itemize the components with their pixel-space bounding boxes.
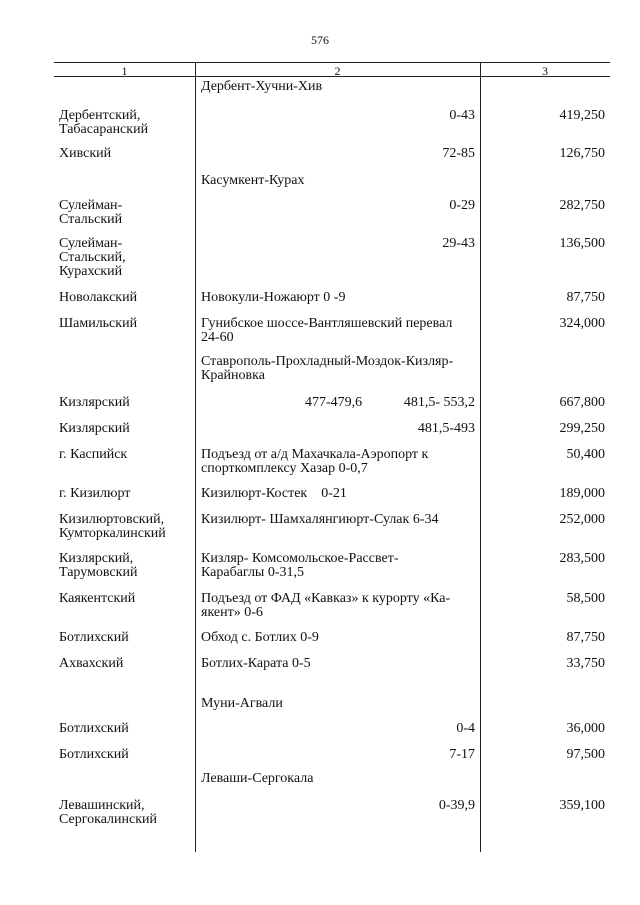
row-value: 50,400 [566,447,605,462]
district-name: Шамильский [59,316,138,331]
row-value: 299,250 [559,421,605,436]
district-name: Сулейман- Стальский, Курахский [59,236,126,279]
district-name: Кизилюртовский, Кумторкалинский [59,512,166,541]
district-name: г. Каспийск [59,447,128,462]
page-number: 576 [311,33,329,47]
row-value: 126,750 [559,146,605,161]
km-range: 29-43 [442,236,475,251]
row-value: 189,000 [559,486,605,501]
km-range: 72-85 [442,146,475,161]
km-range: 0-43 [449,108,475,123]
district-name: Кизлярский [59,421,130,436]
row-value: 359,100 [559,798,605,813]
column-divider-2 [480,62,481,852]
district-name: Ботлихский [59,721,129,736]
row-value: 58,500 [566,591,605,606]
row-value: 324,000 [559,316,605,331]
row-value: 97,500 [566,747,605,762]
road-name: Кизляр- Комсомольское-Рассвет- Карабаглы 0-31,5 [201,551,399,580]
km-range: 7-17 [449,747,475,762]
district-name: Левашинский, Сергокалинский [59,798,158,827]
district-name: Кизлярский, Тарумовский [59,551,138,580]
km-range-second: 481,5- 553,2 [403,395,475,410]
district-name: Ахвахский [59,656,124,671]
column-header-1: 1 [121,64,128,78]
row-value: 36,000 [566,721,605,736]
row-value: 33,750 [566,656,605,671]
row-value: 282,750 [559,198,605,213]
row-value: 87,750 [566,630,605,645]
district-name: г. Кизилюрт [59,486,131,501]
km-range: 0-29 [449,198,475,213]
row-value: 667,800 [559,395,605,410]
district-name: Кизлярский [59,395,130,410]
district-name: Новолакский [59,290,138,305]
road-name: Кизилюрт- Шамхалянгиюрт-Сулак 6-34 [201,512,439,527]
road-name-text: Кизилюрт-Костек [201,486,308,501]
road-name: Подъезд от а/д Махачкала-Аэропорт к спорткомплексу Хазар 0-0,7 [201,447,429,476]
row-value: 252,000 [559,512,605,527]
district-name: Ботлихский [59,747,129,762]
district-name: Дербентский, Табасаранский [59,108,149,137]
row-value: 283,500 [559,551,605,566]
road-name: Муни-Агвали [201,696,283,711]
row-value: 136,500 [559,236,605,251]
road-name: Леваши-Сергокала [201,771,314,786]
road-name: Ставрополь-Прохладный-Моздок-Кизляр- Крайновка [201,354,454,383]
road-name: Подъезд от ФАД «Кавказ» к курорту «Ка- якент» 0-6 [201,591,451,620]
table-top-rule [54,62,610,63]
district-name: Хивский [59,146,112,161]
km-range: 0-39,9 [438,798,475,813]
road-name: Дербент-Хучни-Хив [201,79,323,94]
column-header-3: 3 [542,64,548,78]
column-divider-1 [195,62,196,852]
district-name: Ботлихский [59,630,129,645]
road-name: Гунибское шоссе-Вантляшевский перевал 24-60 [201,316,453,345]
road-name: Новокули-Ножаюрт 0 -9 [201,290,346,305]
km-range: 0-4 [456,721,475,736]
road-km: 0-21 [321,486,347,501]
district-name: Сулейман- Стальский [59,198,123,227]
km-range: 481,5-493 [417,421,475,436]
district-name: Каякентский [59,591,136,606]
road-name: Ботлих-Карата 0-5 [201,656,311,671]
row-value: 419,250 [559,108,605,123]
row-value: 87,750 [566,290,605,305]
road-name: Касумкент-Курах [201,173,305,188]
road-name [201,487,477,501]
km-range: 477-479,6 [305,395,363,410]
column-header-2: 2 [334,64,341,78]
road-name: Обход с. Ботлих 0-9 [201,630,319,645]
